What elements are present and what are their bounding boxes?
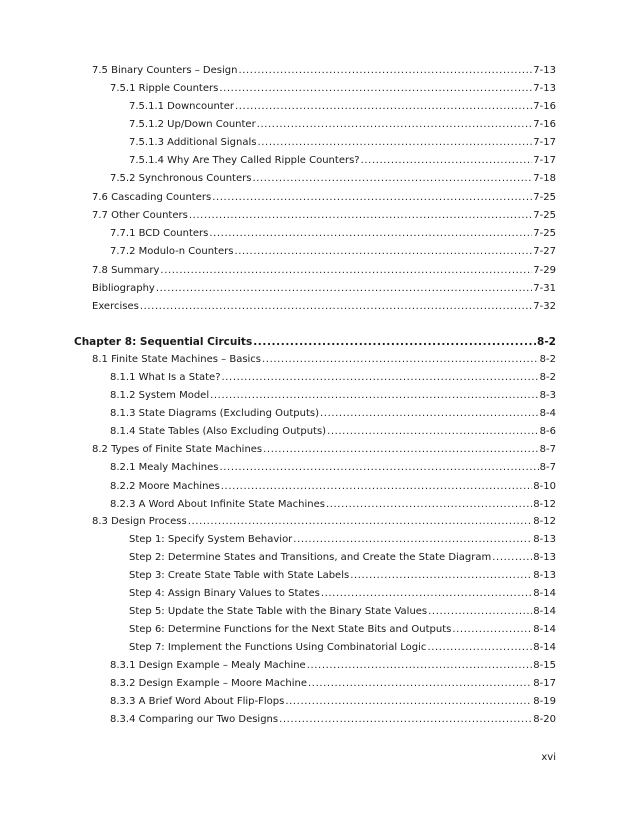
- toc-entry-page: 8-7: [539, 462, 556, 473]
- toc-entry[interactable]: [110, 692, 556, 708]
- toc-entry-page: 8-10: [533, 481, 556, 492]
- toc-entry-page: 8-14: [533, 624, 556, 635]
- toc-entry[interactable]: [110, 458, 556, 474]
- toc-entry[interactable]: [110, 386, 556, 402]
- toc-entry-title: 8.3.3 A Brief Word About Flip-Flops: [110, 696, 285, 707]
- toc-entry-title: 8.3.2 Design Example – Moore Machine: [110, 678, 308, 689]
- toc-entry-page: 8-12: [533, 499, 556, 510]
- toc-entry-page: 8-3: [539, 390, 556, 401]
- toc-entry-page: 7-25: [533, 192, 556, 203]
- toc-entry-title: 7.6 Cascading Counters: [92, 192, 212, 203]
- toc-entry-title: 7.5.2 Synchronous Counters: [110, 173, 252, 184]
- toc-entry[interactable]: [92, 279, 556, 295]
- toc-entry-page: 8-13: [533, 570, 556, 581]
- dot-leader: [212, 192, 532, 204]
- dot-leader: [156, 283, 532, 295]
- toc-entry-title: Chapter 8: Sequential Circuits: [74, 336, 253, 348]
- toc-entry[interactable]: [129, 638, 556, 654]
- toc-entry-page: 7-17: [533, 155, 556, 166]
- toc-entry-title: 8.1.2 System Model: [110, 390, 210, 401]
- toc-entry-title: 7.5.1.1 Downcounter: [129, 101, 234, 112]
- toc-entry[interactable]: [92, 188, 556, 204]
- toc-entry[interactable]: [129, 530, 556, 546]
- toc-entry[interactable]: [92, 206, 556, 222]
- toc-entry-page: 7-32: [533, 301, 556, 312]
- toc-entry-title: 8.3.4 Comparing our Two Designs: [110, 714, 279, 725]
- toc-entry[interactable]: [92, 350, 556, 366]
- dot-leader: [257, 137, 532, 149]
- toc-entry-title: 7.8 Summary: [92, 265, 160, 276]
- dot-leader: [293, 534, 532, 546]
- dot-leader: [285, 696, 532, 708]
- toc-entry-page: 7-25: [533, 210, 556, 221]
- page-number-footer: xvi: [541, 752, 556, 763]
- toc-entry-title: 8.1.4 State Tables (Also Excluding Outputs): [110, 426, 327, 437]
- toc-entry[interactable]: [92, 297, 556, 313]
- toc-entry[interactable]: [129, 151, 556, 167]
- toc-entry-page: 7-27: [533, 246, 556, 257]
- dot-leader: [326, 499, 532, 511]
- toc-entry-page: 7-18: [533, 173, 556, 184]
- toc-entry[interactable]: [110, 710, 556, 726]
- dot-leader: [188, 516, 533, 528]
- toc-entry-page: 7-16: [533, 119, 556, 130]
- toc-entry-title: 7.5.1 Ripple Counters: [110, 83, 219, 94]
- toc-entry-title: 8.1 Finite State Machines – Basics: [92, 354, 262, 365]
- toc-entry[interactable]: [129, 566, 556, 582]
- toc-entry[interactable]: [110, 242, 556, 258]
- toc-entry-title: Step 2: Determine States and Transitions, and Create the State Diagram: [129, 552, 492, 563]
- toc-chapter-entry[interactable]: [74, 332, 556, 348]
- dot-leader: [234, 246, 532, 258]
- toc-entry-page: 8-2: [539, 372, 556, 383]
- dot-leader: [262, 354, 539, 366]
- toc-entry-page: 8-6: [539, 426, 556, 437]
- toc-entry-title: Step 7: Implement the Functions Using Combinatorial Logic: [129, 642, 427, 653]
- toc-entry[interactable]: [110, 79, 556, 95]
- dot-leader: [253, 336, 536, 348]
- toc-entry-page: 8-15: [533, 660, 556, 671]
- dot-leader: [321, 588, 532, 600]
- dot-leader: [210, 390, 539, 402]
- toc-entry-page: 8-13: [533, 534, 556, 545]
- toc-entry-title: 7.5.1.4 Why Are They Called Ripple Counters?: [129, 155, 360, 166]
- toc-entry-page: 8-14: [533, 642, 556, 653]
- dot-leader: [140, 301, 532, 313]
- dot-leader: [219, 83, 532, 95]
- toc-entry[interactable]: [110, 404, 556, 420]
- dot-leader: [221, 481, 533, 493]
- toc-entry[interactable]: [92, 512, 556, 528]
- toc-entry-page: 7-17: [533, 137, 556, 148]
- dot-leader: [427, 642, 532, 654]
- toc-entry-title: 7.5 Binary Counters – Design: [92, 65, 238, 76]
- toc-entry[interactable]: [92, 261, 556, 277]
- toc-entry[interactable]: [110, 656, 556, 672]
- toc-entry-title: 8.3 Design Process: [92, 516, 187, 527]
- dot-leader: [279, 714, 532, 726]
- toc-entry-title: 8.1.3 State Diagrams (Excluding Outputs): [110, 408, 320, 419]
- dot-leader: [222, 372, 539, 384]
- toc-entry-page: 7-29: [533, 265, 556, 276]
- toc-entry-title: Step 4: Assign Binary Values to States: [129, 588, 320, 599]
- toc-entry[interactable]: [129, 620, 556, 636]
- dot-leader: [263, 444, 539, 456]
- toc-entry-title: Exercises: [92, 301, 139, 312]
- toc-entry-title: Step 1: Specify System Behavior: [129, 534, 293, 545]
- dot-leader: [219, 462, 538, 474]
- dot-leader: [350, 570, 532, 582]
- dot-leader: [252, 173, 532, 185]
- toc-entry-title: 7.7 Other Counters: [92, 210, 188, 221]
- toc-entry-page: 7-25: [533, 228, 556, 239]
- dot-leader: [238, 65, 532, 77]
- toc-entry[interactable]: [129, 548, 556, 564]
- toc-entry-page: 8-20: [533, 714, 556, 725]
- toc-entry-title: 8.2.2 Moore Machines: [110, 481, 220, 492]
- dot-leader: [492, 552, 532, 564]
- toc-entry[interactable]: [110, 674, 556, 690]
- toc-entry-page: 8-14: [533, 588, 556, 599]
- toc-entry-title: Bibliography: [92, 283, 155, 294]
- toc-entry-title: 7.5.1.2 Up/Down Counter: [129, 119, 256, 130]
- dot-leader: [327, 426, 539, 438]
- toc-entry-title: 8.1.1 What Is a State?: [110, 372, 221, 383]
- dot-leader: [428, 606, 532, 618]
- toc-entry-page: 8-12: [533, 516, 556, 527]
- toc-entry[interactable]: [110, 477, 556, 493]
- toc-entry[interactable]: [129, 133, 556, 149]
- toc-entry[interactable]: [129, 602, 556, 618]
- dot-leader: [160, 265, 532, 277]
- toc-entry[interactable]: [110, 368, 556, 384]
- dot-leader: [308, 678, 532, 690]
- toc-entry-title: 8.2.1 Mealy Machines: [110, 462, 219, 473]
- toc-entry-page: 8-13: [533, 552, 556, 563]
- dot-leader: [361, 155, 533, 167]
- toc-entry[interactable]: [129, 97, 556, 113]
- dot-leader: [307, 660, 533, 672]
- toc-entry-page: 8-2: [539, 354, 556, 365]
- toc-entry[interactable]: [92, 440, 556, 456]
- toc-entry-title: Step 6: Determine Functions for the Next State Bits and Outputs: [129, 624, 452, 635]
- toc-entry-page: 8-19: [533, 696, 556, 707]
- toc-entry[interactable]: [110, 422, 556, 438]
- dot-leader: [189, 210, 532, 222]
- dot-leader: [320, 408, 539, 420]
- toc-entry[interactable]: [110, 224, 556, 240]
- toc-entry-page: 7-31: [533, 283, 556, 294]
- toc-entry-title: 7.7.2 Modulo-n Counters: [110, 246, 234, 257]
- toc-entry-title: Step 3: Create State Table with State Labels: [129, 570, 350, 581]
- toc-entry-title: 8.3.1 Design Example – Mealy Machine: [110, 660, 306, 671]
- toc-entry-page: 7-13: [533, 65, 556, 76]
- toc-entry[interactable]: [129, 115, 556, 131]
- toc-entry-title: 8.2 Types of Finite State Machines: [92, 444, 263, 455]
- toc-entry-page: 8-7: [539, 444, 556, 455]
- toc-entry-page: 8-4: [539, 408, 556, 419]
- toc-entry-page: 8-2: [537, 336, 556, 348]
- toc-entry-title: 8.2.3 A Word About Infinite State Machines: [110, 499, 325, 510]
- toc-entry-title: 7.5.1.3 Additional Signals: [129, 137, 257, 148]
- dot-leader: [452, 624, 532, 636]
- toc-entry-page: 7-13: [533, 83, 556, 94]
- toc-entry-title: Step 5: Update the State Table with the Binary State Values: [129, 606, 428, 617]
- toc-entry[interactable]: [110, 169, 556, 185]
- toc-entry-page: 8-17: [533, 678, 556, 689]
- toc-entry[interactable]: [110, 495, 556, 511]
- toc-entry[interactable]: [92, 61, 556, 77]
- dot-leader: [235, 101, 532, 113]
- dot-leader: [257, 119, 533, 131]
- dot-leader: [209, 228, 532, 240]
- toc-entry[interactable]: [129, 584, 556, 600]
- toc-entry-page: 7-16: [533, 101, 556, 112]
- toc-entry-page: 8-14: [533, 606, 556, 617]
- toc-entry-title: 7.7.1 BCD Counters: [110, 228, 209, 239]
